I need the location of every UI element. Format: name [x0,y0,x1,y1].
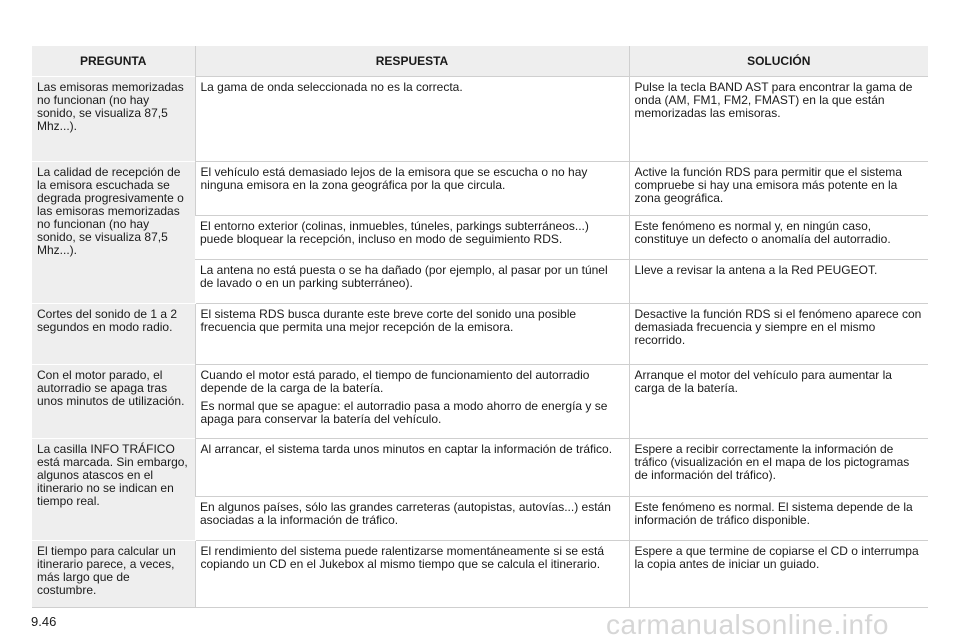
question-cell: Las emisoras memorizadas no funcionan (no hay sonido, se visualiza 87,5 Mhz...). [32,77,195,162]
faq-table [32,46,928,608]
question-cell: Con el motor parado, el autorradio se apaga tras unos minutos de utilización. [32,365,195,439]
answer-cell: El entorno exterior (colinas, inmuebles, túneles, parkings subterráneos...) puede bloquear la recepción, incluso en modo de seguimiento RDS. [195,216,629,260]
answer-cell: Al arrancar, el sistema tarda unos minutos en captar la información de tráfico. [195,439,629,497]
question-cell: El tiempo para calcular un itinerario parece, a veces, más largo que de costumbre. [32,541,195,608]
table-row [32,365,928,439]
solution-cell: Espere a recibir correctamente la información de tráfico (visualización en el mapa de los pictogramas de información del tráfico). [629,439,928,497]
solution-cell: Arranque el motor del vehículo para aumentar la carga de la batería. [629,365,928,439]
solution-cell: Lleve a revisar la antena a la Red PEUGEOT. [629,260,928,304]
solution-cell: Desactive la función RDS si el fenómeno aparece con demasiada frecuencia y siempre en el mismo recorrido. [629,304,928,365]
answer-cell: El sistema RDS busca durante este breve corte del sonido una posible frecuencia que permita una mejor recepción de la emisora. [195,304,629,365]
answer-cell [195,365,629,439]
header-row [32,46,928,77]
watermark: carmanualsonline.info [606,609,889,640]
solution-cell: Este fenómeno es normal. El sistema depende de la información de tráfico disponible. [629,497,928,541]
header-answer: RESPUESTA [195,46,629,77]
table-row [32,439,928,497]
table-row [32,304,928,365]
solution-cell: Este fenómeno es normal y, en ningún caso, constituye un defecto o anomalía del autorradio. [629,216,928,260]
answer-paragraph: Cuando el motor está parado, el tiempo de funcionamiento del autorradio depende de la carga de la batería. [200,368,590,395]
answer-paragraph: Es normal que se apague: el autorradio pasa a modo ahorro de energía y se apaga para conservar la batería del vehículo. [200,399,608,426]
table-row [32,77,928,162]
header-solution: SOLUCIÓN [629,46,928,77]
answer-cell: El vehículo está demasiado lejos de la emisora que se escucha o no hay ninguna emisora en la zona geográfica por la que circula. [195,162,629,216]
page-number: 9.46 [31,614,57,629]
solution-cell: Active la función RDS para permitir que el sistema compruebe si hay una emisora más potente en la zona geográfica. [629,162,928,216]
table-row [32,541,928,608]
question-cell: La calidad de recepción de la emisora escuchada se degrada progresivamente o las emisoras memorizadas no funcionan (no hay sonido, se visualiza 87,5 Mhz...). [32,162,195,304]
question-cell: La casilla INFO TRÁFICO está marcada. Sin embargo, algunos atascos en el itinerario no se indican en tiempo real. [32,439,195,541]
table-row [32,162,928,216]
question-cell: Cortes del sonido de 1 a 2 segundos en modo radio. [32,304,195,365]
answer-cell: La gama de onda seleccionada no es la correcta. [195,77,629,162]
answer-cell: La antena no está puesta o se ha dañado (por ejemplo, al pasar por un túnel de lavado o en un parking subterráneo). [195,260,629,304]
answer-cell: En algunos países, sólo las grandes carreteras (autopistas, autovías...) están asociadas a la información de tráfico. [195,497,629,541]
solution-cell: Espere a que termine de copiarse el CD o interrumpa la copia antes de iniciar un guiado. [629,541,928,608]
header-question: PREGUNTA [32,46,195,77]
answer-cell: El rendimiento del sistema puede ralentizarse momentáneamente si se está copiando un CD en el Jukebox al mismo tiempo que se calcula el itinerario. [195,541,629,608]
solution-cell: Pulse la tecla BAND AST para encontrar la gama de onda (AM, FM1, FM2, FMAST) en la que están memorizadas las emisoras. [629,77,928,162]
